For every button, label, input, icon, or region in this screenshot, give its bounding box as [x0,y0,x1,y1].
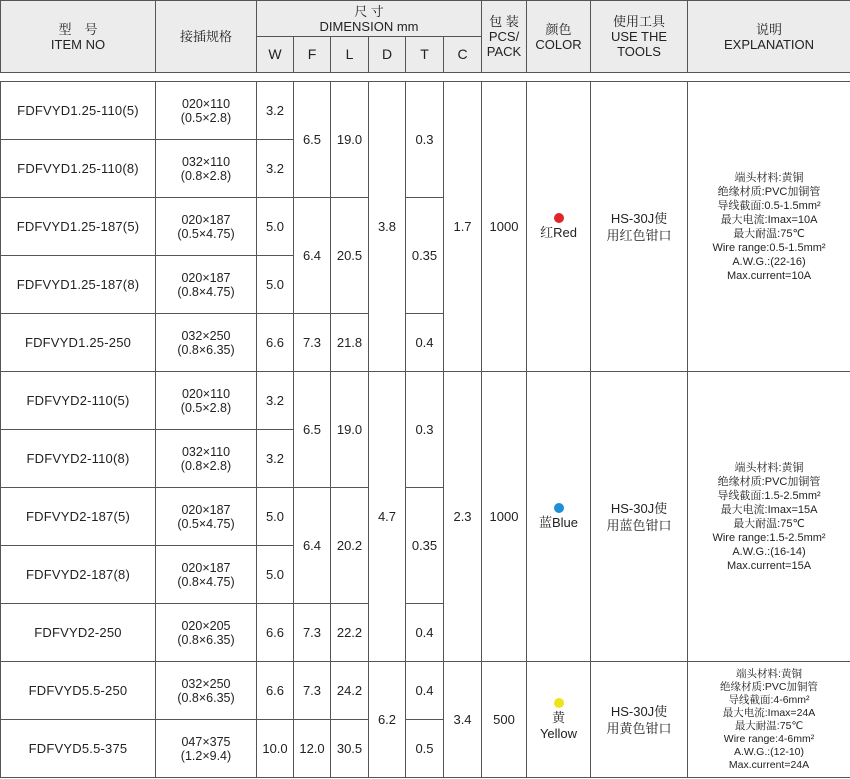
header-color: 颜色 COLOR [527,1,591,73]
t-cell: 0.3 [406,372,444,488]
item-no: FDFVYD1.25-187(8) [1,256,156,314]
table-row [1,662,850,720]
f-cell: 6.4 [294,488,331,604]
l-cell: 20.5 [331,198,369,314]
item-no: FDFVYD5.5-375 [1,720,156,778]
d-cell: 6.2 [369,662,406,778]
spec-cell: 047×375 (1.2×9.4) [156,720,257,778]
item-no: FDFVYD2-250 [1,604,156,662]
item-no: FDFVYD2-110(8) [1,430,156,488]
w-cell: 5.0 [257,256,294,314]
item-no: FDFVYD2-187(8) [1,546,156,604]
header-l: L [331,37,369,73]
w-cell: 3.2 [257,372,294,430]
spec-cell: 032×250 (0.8×6.35) [156,662,257,720]
w-cell: 6.6 [257,662,294,720]
header-d: D [369,37,406,73]
pack-cell: 1000 [482,372,527,662]
color-cell: 红Red [527,82,591,372]
t-cell: 0.4 [406,662,444,720]
l-cell: 20.2 [331,488,369,604]
f-cell: 6.4 [294,198,331,314]
w-cell: 6.6 [257,604,294,662]
item-no: FDFVYD1.25-110(8) [1,140,156,198]
spec-cell: 020×187 (0.8×4.75) [156,256,257,314]
red-dot-icon [554,213,564,223]
t-cell: 0.4 [406,604,444,662]
spec-cell: 020×187 (0.5×4.75) [156,198,257,256]
l-cell: 22.2 [331,604,369,662]
explanation-cell: 端头材料:黄铜 绝缘材质:PVC加铜管 导线截面:4-6mm² 最大电流:Imax=24A 最大耐温:75℃ Wire range:4-6mm² A.W.G.:(12-10) Max.current=24A [688,662,850,778]
item-no: FDFVYD2-187(5) [1,488,156,546]
color-cell: 黄 Yellow [527,662,591,778]
w-cell: 10.0 [257,720,294,778]
header-item: 型 号 ITEM NO [1,1,156,73]
item-no: FDFVYD1.25-110(5) [1,82,156,140]
w-cell: 5.0 [257,198,294,256]
w-cell: 3.2 [257,82,294,140]
f-cell: 7.3 [294,604,331,662]
w-cell: 3.2 [257,430,294,488]
f-cell: 6.5 [294,372,331,488]
f-cell: 12.0 [294,720,331,778]
item-no: FDFVYD1.25-187(5) [1,198,156,256]
f-cell: 6.5 [294,82,331,198]
f-cell: 7.3 [294,314,331,372]
spec-cell: 032×110 (0.8×2.8) [156,140,257,198]
spec-cell: 032×110 (0.8×2.8) [156,430,257,488]
spec-cell: 032×250 (0.8×6.35) [156,314,257,372]
w-cell: 5.0 [257,488,294,546]
table-row [1,372,850,430]
yellow-dot-icon [554,698,564,708]
l-cell: 21.8 [331,314,369,372]
tools-cell: HS-30J使 用蓝色钳口 [591,372,688,662]
l-cell: 19.0 [331,372,369,488]
spec-cell: 020×187 (0.8×4.75) [156,546,257,604]
header-t: T [406,37,444,73]
header-f: F [294,37,331,73]
table-row [1,82,850,140]
color-cell: 蓝Blue [527,372,591,662]
c-cell: 1.7 [444,82,482,372]
header-explanation: 说明 EXPLANATION [688,1,850,73]
header-spec: 接插规格 [156,1,257,73]
t-cell: 0.4 [406,314,444,372]
spec-cell: 020×110 (0.5×2.8) [156,372,257,430]
c-cell: 3.4 [444,662,482,778]
item-no: FDFVYD2-110(5) [1,372,156,430]
explanation-cell: 端头材料:黄铜 绝缘材质:PVC加铜管 导线截面:0.5-1.5mm² 最大电流:Imax=10A 最大耐温:75℃ Wire range:0.5-1.5mm² A.W.G.:(22-16) Max.current=10A [688,82,850,372]
w-cell: 5.0 [257,546,294,604]
tools-cell: HS-30J使 用红色钳口 [591,82,688,372]
pack-cell: 1000 [482,82,527,372]
l-cell: 24.2 [331,662,369,720]
spec-cell: 020×205 (0.8×6.35) [156,604,257,662]
header-w: W [257,37,294,73]
blue-dot-icon [554,503,564,513]
l-cell: 30.5 [331,720,369,778]
t-cell: 0.35 [406,488,444,604]
spec-cell: 020×187 (0.5×4.75) [156,488,257,546]
spec-cell: 020×110 (0.5×2.8) [156,82,257,140]
tools-cell: HS-30J使 用黄色钳口 [591,662,688,778]
item-no: FDFVYD1.25-250 [1,314,156,372]
l-cell: 19.0 [331,82,369,198]
header-pack: 包 装 PCS/ PACK [482,1,527,73]
f-cell: 7.3 [294,662,331,720]
d-cell: 4.7 [369,372,406,662]
t-cell: 0.35 [406,198,444,314]
w-cell: 3.2 [257,140,294,198]
c-cell: 2.3 [444,372,482,662]
t-cell: 0.5 [406,720,444,778]
explanation-cell: 端头材料:黄铜 绝缘材质:PVC加铜管 导线截面:1.5-2.5mm² 最大电流:Imax=15A 最大耐温:75℃ Wire range:1.5-2.5mm² A.W.G.:(16-14) Max.current=15A [688,372,850,662]
pack-cell: 500 [482,662,527,778]
header-c: C [444,37,482,73]
d-cell: 3.8 [369,82,406,372]
header-tools: 使用工具 USE THE TOOLS [591,1,688,73]
item-no: FDFVYD5.5-250 [1,662,156,720]
w-cell: 6.6 [257,314,294,372]
t-cell: 0.3 [406,82,444,198]
header-dimension: 尺 寸 DIMENSION mm [257,1,482,37]
header-gap [1,73,850,82]
